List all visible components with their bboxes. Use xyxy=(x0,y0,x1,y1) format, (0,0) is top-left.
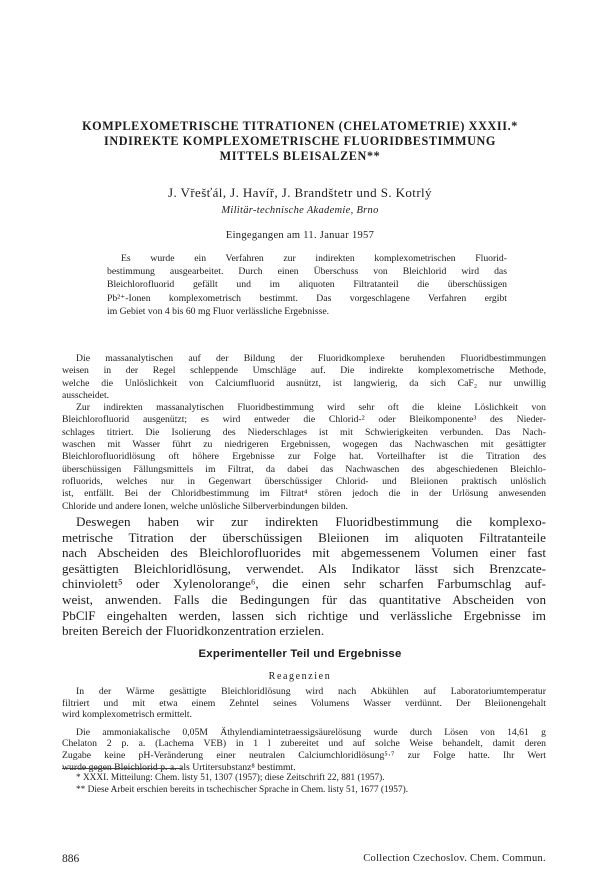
title-line-3: MITTELS BLEISALZEN** xyxy=(219,149,381,163)
main-paragraph xyxy=(62,514,546,639)
section-heading: Experimenteller Teil und Ergebnisse xyxy=(198,648,402,660)
main-line: Deswegen haben wir zur indirekten Fluoridbestimmung die komplexo- xyxy=(76,514,546,529)
reagent-line: filtriert und mit etwa einem Zehntel seines Volumens Wasser verdünnt. Der Bleiionengehalt xyxy=(62,697,546,709)
introduction xyxy=(62,353,546,513)
title-line-1: KOMPLEXOMETRISCHE TITRATIONEN (CHELATOMETRIE) XXXII.* xyxy=(82,119,518,133)
author-list: J. Vřešťál, J. Havíř, J. Brandštetr und S. Kotrlý xyxy=(168,185,432,200)
page-number: 886 xyxy=(62,853,80,865)
main-line: weist, anwenden. Falls die Bedingungen für das quantitative Abscheiden von xyxy=(62,591,546,607)
footnote: * XXXI. Mitteilung: Chem. listy 51, 1307 (1957); diese Zeitschrift 22, 881 (1957). xyxy=(76,773,385,783)
abstract-line: im Gebiet von 4 bis 60 mg Fluor verlässliche Ergebnisse. xyxy=(107,305,330,317)
subsection-heading: Reagenzien xyxy=(268,671,332,682)
intro-line: ist, entfällt. Bei der Chloridbestimmung im Filtrat⁴ stören jedoch die in der Urlösung anwesenden xyxy=(62,488,546,500)
journal-name: Collection Czechoslov. Chem. Commun. xyxy=(363,853,546,864)
intro-line: welche die Unlöslichkeit von Calciumfluorid ausnützt, ist langwierig, da sich CaF₂ nur unwillig xyxy=(62,377,546,389)
reagent-line: Die ammoniakalische 0,05M Äthylendiamintetraessigsäurelösung wurde durch Lösen von 14,61 g xyxy=(76,726,546,738)
intro-line: überschüssigen Fällungsmittels im Filtrat, da dabei das Nachwaschen des abgeschiedenen Bleichlo- xyxy=(62,463,546,475)
title-line-2: INDIREKTE KOMPLEXOMETRISCHE FLUORIDBESTIMMUNG xyxy=(104,134,496,148)
reagents-text xyxy=(62,686,546,773)
reagent-line: Chelaton 2 p. a. (Lachema VEB) in 1 l zubereitet und auf solche Weise behandelt, damit deren xyxy=(62,738,546,750)
main-line: nach Abscheiden des Bleichlorofluorides mit abgemessenem Volumen einer fast xyxy=(62,545,546,561)
footnote-rule xyxy=(62,768,182,769)
intro-line: Bleichlorofluorid ausgenützt; es wird entweder die Chlorid-² oder Bleikomponente³ des Nieder- xyxy=(62,414,546,426)
intro-line: waschen mit Wasser führt zu niedrigeren Ergebnissen, wogegen das Nachwaschen mit gesättigter xyxy=(62,439,546,451)
main-line: PbClF eingehalten werden, lassen sich richtige und verlässliche Ergebnisse im xyxy=(62,607,546,623)
reagent-line: wurde gegen Bleichlorid p. a. als Urtitersubstanz⁸ bestimmt. xyxy=(62,761,296,773)
abstract-line: bestimmung ausgearbeitet. Durch einen Überschuss von Bleichlorid wird das xyxy=(107,266,507,278)
abstract-line: Pb²⁺-Ionen komplexometrisch bestimmt. Das vorgeschlagene Verfahren ergibt xyxy=(107,292,507,304)
intro-line: Bleichlorofluoridlösung oft höhere Ergebnisse zur Folge hat. Vorteilhafter ist die Titration des xyxy=(62,451,546,463)
intro-line: Zur indirekten massanalytischen Fluoridbestimmung wird sehr oft die kleine Löslichkeit von xyxy=(76,402,546,414)
article-title xyxy=(40,119,560,164)
intro-line: schlages titriert. Die Isolierung des Niederschlages ist mit Schwierigkeiten verbunden. Das Nach- xyxy=(62,426,546,438)
main-line: breiten Bereich der Fluoridkonzentration erzielen. xyxy=(62,623,325,639)
intro-line: weisen in der Regel schleppende Umschläge auf. Die indirekte komplexometrische Methode, xyxy=(62,365,546,377)
reagent-line: Zugabe keine pH-Veränderung einer neutralen Calciumchloridlösung⁵·⁷ zur Folge hatte. Ihr Wert xyxy=(62,749,546,761)
footnotes xyxy=(76,772,546,796)
intro-line: Chloride und andere Ionen, welche unlösliche Silberverbindungen bilden. xyxy=(62,500,348,512)
intro-line: Die massanalytischen auf der Bildung der Fluoridkomplexe beruhenden Fluoridbestimmungen xyxy=(76,353,546,364)
reagent-line: wird komplexometrisch ermittelt. xyxy=(62,709,192,721)
received-date: Eingegangen am 11. Januar 1957 xyxy=(225,230,375,241)
abstract xyxy=(107,252,507,318)
intro-line: rofluorids, welches nur in Gegenwart überschüssiger Chlorid- und Bleiionen praktisch unlöslich xyxy=(62,475,546,487)
affiliation: Militär-technische Akademie, Brno xyxy=(221,205,379,216)
footnote: ** Diese Arbeit erschien bereits in tschechischer Sprache in Chem. listy 51, 1677 (1957). xyxy=(76,785,409,795)
main-line: gesättigten Bleichloridlösung, verwendet. Als Indikator lässt sich Brenzcate- xyxy=(62,560,546,576)
main-line: chinviolett⁵ oder Xylenolorange⁶, die einen sehr scharfen Farbumschlag auf- xyxy=(62,576,546,592)
main-line: metrische Titration der überschüssigen Bleiionen im aliquoten Filtratanteile xyxy=(62,529,546,545)
abstract-line: Bleichlorofluorid gefällt und im aliquoten Filtratanteil die überschüssigen xyxy=(107,279,507,291)
abstract-line: Es wurde ein Verfahren zur indirekten komplexometrischen Fluorid- xyxy=(121,253,507,264)
reagent-line: In der Wärme gesättigte Bleichloridlösung wird nach Abkühlen auf Laboratoriumtemperatur xyxy=(76,686,546,697)
intro-line: ausscheidet. xyxy=(62,389,110,401)
